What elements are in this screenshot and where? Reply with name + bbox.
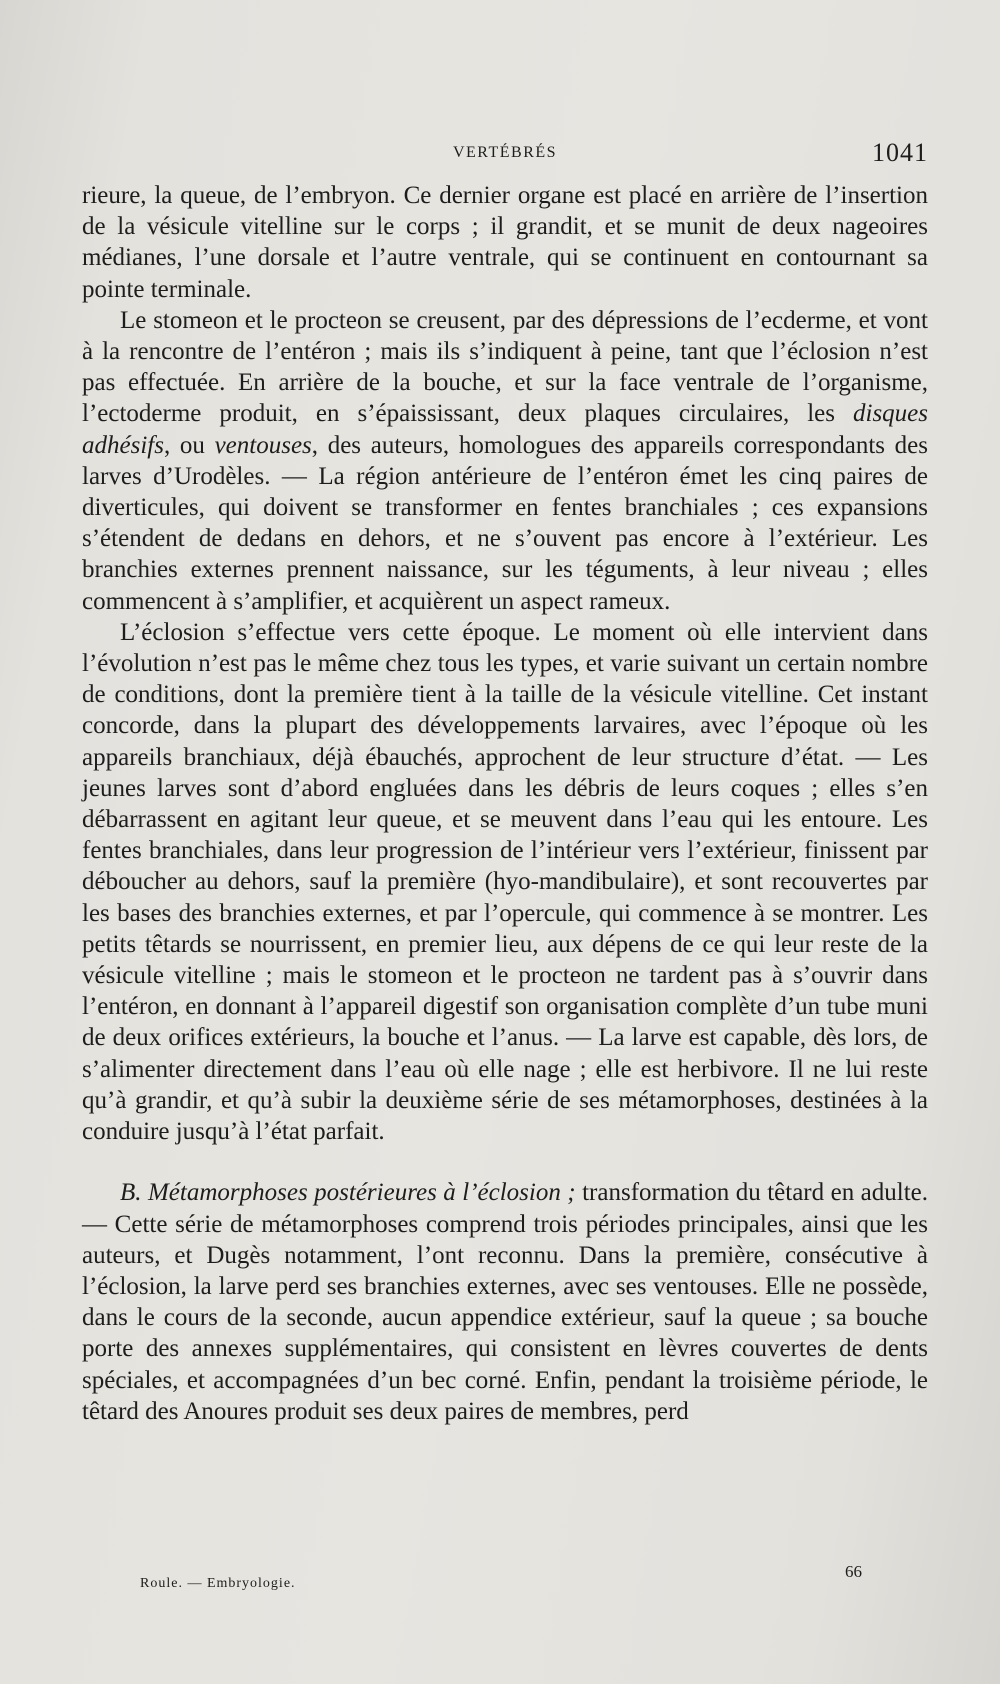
running-head	[82, 138, 928, 168]
italic-phrase: B. Métamorphoses postérieures à l’éclosion ;	[120, 1179, 576, 1207]
text-run: Le stomeon et le procteon se creusent, par des dépressions de l’ecderme, et vont à la rencontre de l’entéron ; mais ils s’indiquent à peine, tant que l’éclosion n’est pas effectuée. En arrière de la bouche, et sur la face ventrale de l’organisme, l’ectoderme produit, en s’épaississant, deux plaques circulaires, les	[82, 306, 928, 428]
italic-phrase: disques adhésifs	[82, 400, 928, 459]
text-run: L’éclosion s’effectue vers cette époque. Le moment où elle intervient dans l’évolution n’est pas le même chez tous les types, et varie suivant un certain nombre de conditions, dont la première tient à la taille de la vésicule vitelline. Cet instant concorde, dans la plupart des développements larvaires, avec l’époque où les appareils branchiaux, déjà ébauchés, approchent de leur structure d’état. — Les jeunes larves sont d’abord engluées dans les débris de leurs coques ; elles s’en débarrassent en agitant leur queue, et se meuvent dans l’eau qui les entoure. Les fentes branchiales, dans leur progression de l’intérieur vers l’extérieur, finissent par déboucher au dehors, sauf la première (hyo-mandibulaire), et sont recouvertes par les bases des branchies externes, et par l’opercule, qui commence à se montrer. Les petits têtards se nourrissent, en premier lieu, aux dépens de ce qui leur reste de la vésicule vitelline ; mais le stomeon et le procteon ne tardent pas à s’ouvrir dans l’entéron, en donnant à l’appareil digestif son organisation complète d’un tube muni de deux orifices extérieurs, la bouche et l’anus. — La larve est capable, dès lors, de s’alimenter directement dans l’eau où elle nage ; elle est herbivore. Il ne lui reste qu’à grandir, et qu’à subir la deuxième série de ses métamorphoses, destinées à la conduire jusqu’à l’état parfait.	[82, 618, 928, 1146]
signature-mark: 66	[845, 1562, 862, 1581]
text-run: transformation du têtard en adulte. — Cette série de métamorphoses comprend trois périodes principales, ainsi que les auteurs, et Dugès notamment, l’ont reconnu. Dans la première, consécutive à l’éclosion, la larve perd ses branchies externes, avec ses ventouses. Elle ne possède, dans le cours de la seconde, aucun appendice extérieur, sauf la queue ; sa bouche porte des annexes supplémentaires, qui consistent en lèvres couvertes de dents spéciales, et accompagnées d’un bec corné. Enfin, pendant la troisième période, le têtard des Anoures produit ses deux paires de membres, perd	[82, 1179, 928, 1425]
text-run: rieure, la queue, de l’embryon. Ce dernier organe est placé en arrière de l’insertion de la vésicule vitelline sur le corps ; il grandit, et se munit de deux nageoires médianes, l’une dorsale et l’autre ventrale, qui se continuent en contournant sa pointe terminale.	[82, 182, 928, 303]
italic-phrase: ventouses	[214, 431, 312, 459]
page-number: 1041	[872, 138, 928, 167]
body-text	[82, 180, 928, 1427]
text-run: , ou	[163, 431, 215, 459]
paragraph-section-b	[82, 1177, 928, 1427]
footer-author-line: Roule. — Embryologie.	[140, 1576, 296, 1591]
text-run: , des auteurs, homologues des appareils correspondants des larves d’Urodèles. — La région antérieure de l’entéron émet les cinq paires de diverticules, qui doivent se transformer en fentes branchiales ; ces expansions s’étendent de dedans en dehors, et ne s’ouvent pas encore à l’extérieur. Les branchies externes prennent naissance, sur les téguments, à leur niveau ; elles commencent à s’amplifier, et acquièrent un aspect rameux.	[82, 431, 929, 615]
paragraph-2	[82, 305, 928, 617]
running-title: VERTÉBRÉS	[452, 144, 558, 161]
paragraph-1	[82, 180, 928, 305]
paragraph-3	[82, 617, 928, 1147]
